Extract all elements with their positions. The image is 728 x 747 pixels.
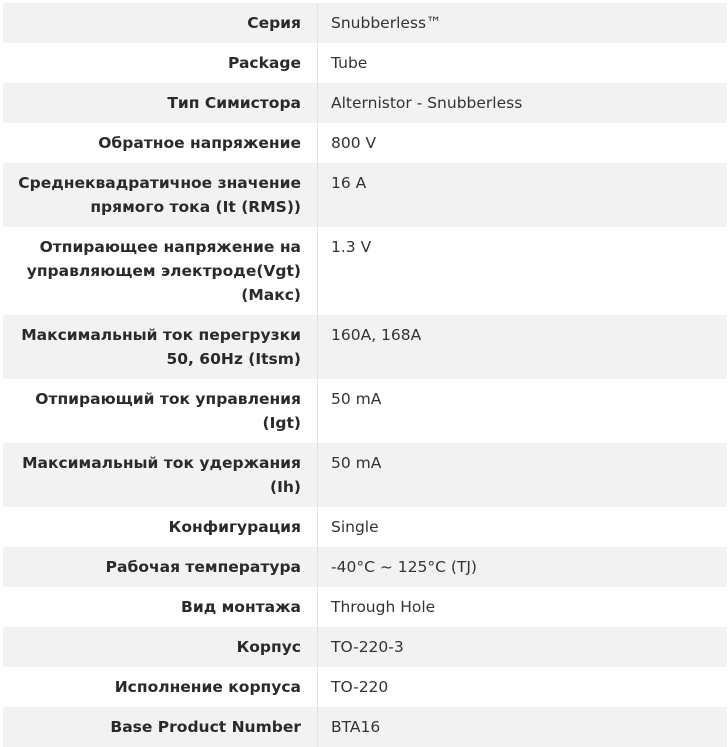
spec-label: Отпирающий ток управления (Igt) (2, 379, 318, 443)
spec-value: 1.3 V (318, 227, 727, 315)
spec-value: -40°C ~ 125°C (TJ) (318, 547, 727, 587)
spec-row-package (2, 43, 727, 83)
spec-value: 50 mA (318, 379, 727, 443)
spec-label: Вид монтажа (2, 587, 318, 627)
spec-row-triac-type (2, 83, 727, 123)
spec-row-base-product-number (2, 707, 727, 747)
spec-row-package-version (2, 667, 727, 707)
spec-label: Максимальный ток перегрузки 50, 60Hz (Itsm) (2, 315, 318, 379)
spec-label: Среднеквадратичное значение прямого тока (It (RMS)) (2, 163, 318, 227)
spec-label: Максимальный ток удержания (Ih) (2, 443, 318, 507)
spec-label: Обратное напряжение (2, 123, 318, 163)
spec-label: Исполнение корпуса (2, 667, 318, 707)
spec-label: Base Product Number (2, 707, 318, 747)
spec-row-reverse-voltage (2, 123, 727, 163)
spec-label: Корпус (2, 627, 318, 667)
spec-value: BTA16 (318, 707, 727, 747)
spec-row-case (2, 627, 727, 667)
spec-label: Серия (2, 3, 318, 43)
spec-value: Alternistor - Snubberless (318, 83, 727, 123)
spec-row-gate-trigger-voltage (2, 227, 727, 315)
spec-label: Отпирающее напряжение на управляющем электроде(Vgt) (Макс) (2, 227, 318, 315)
spec-row-surge-current (2, 315, 727, 379)
spec-value: TO-220-3 (318, 627, 727, 667)
spec-label: Тип Симистора (2, 83, 318, 123)
spec-value: 50 mA (318, 443, 727, 507)
spec-row-operating-temperature (2, 547, 727, 587)
spec-row-rms-current (2, 163, 727, 227)
spec-value: 16 A (318, 163, 727, 227)
spec-row-holding-current (2, 443, 727, 507)
spec-value: Snubberless™ (318, 3, 727, 43)
spec-value: Through Hole (318, 587, 727, 627)
spec-value: Tube (318, 43, 727, 83)
spec-row-gate-trigger-current (2, 379, 727, 443)
specifications-body (2, 3, 727, 747)
specifications-table (0, 3, 728, 747)
spec-value: Single (318, 507, 727, 547)
spec-label: Конфигурация (2, 507, 318, 547)
spec-row-configuration (2, 507, 727, 547)
spec-label: Рабочая температура (2, 547, 318, 587)
spec-value: 800 V (318, 123, 727, 163)
spec-label: Package (2, 43, 318, 83)
spec-row-mounting-type (2, 587, 727, 627)
spec-value: TO-220 (318, 667, 727, 707)
spec-value: 160A, 168A (318, 315, 727, 379)
spec-row-series (2, 3, 727, 43)
